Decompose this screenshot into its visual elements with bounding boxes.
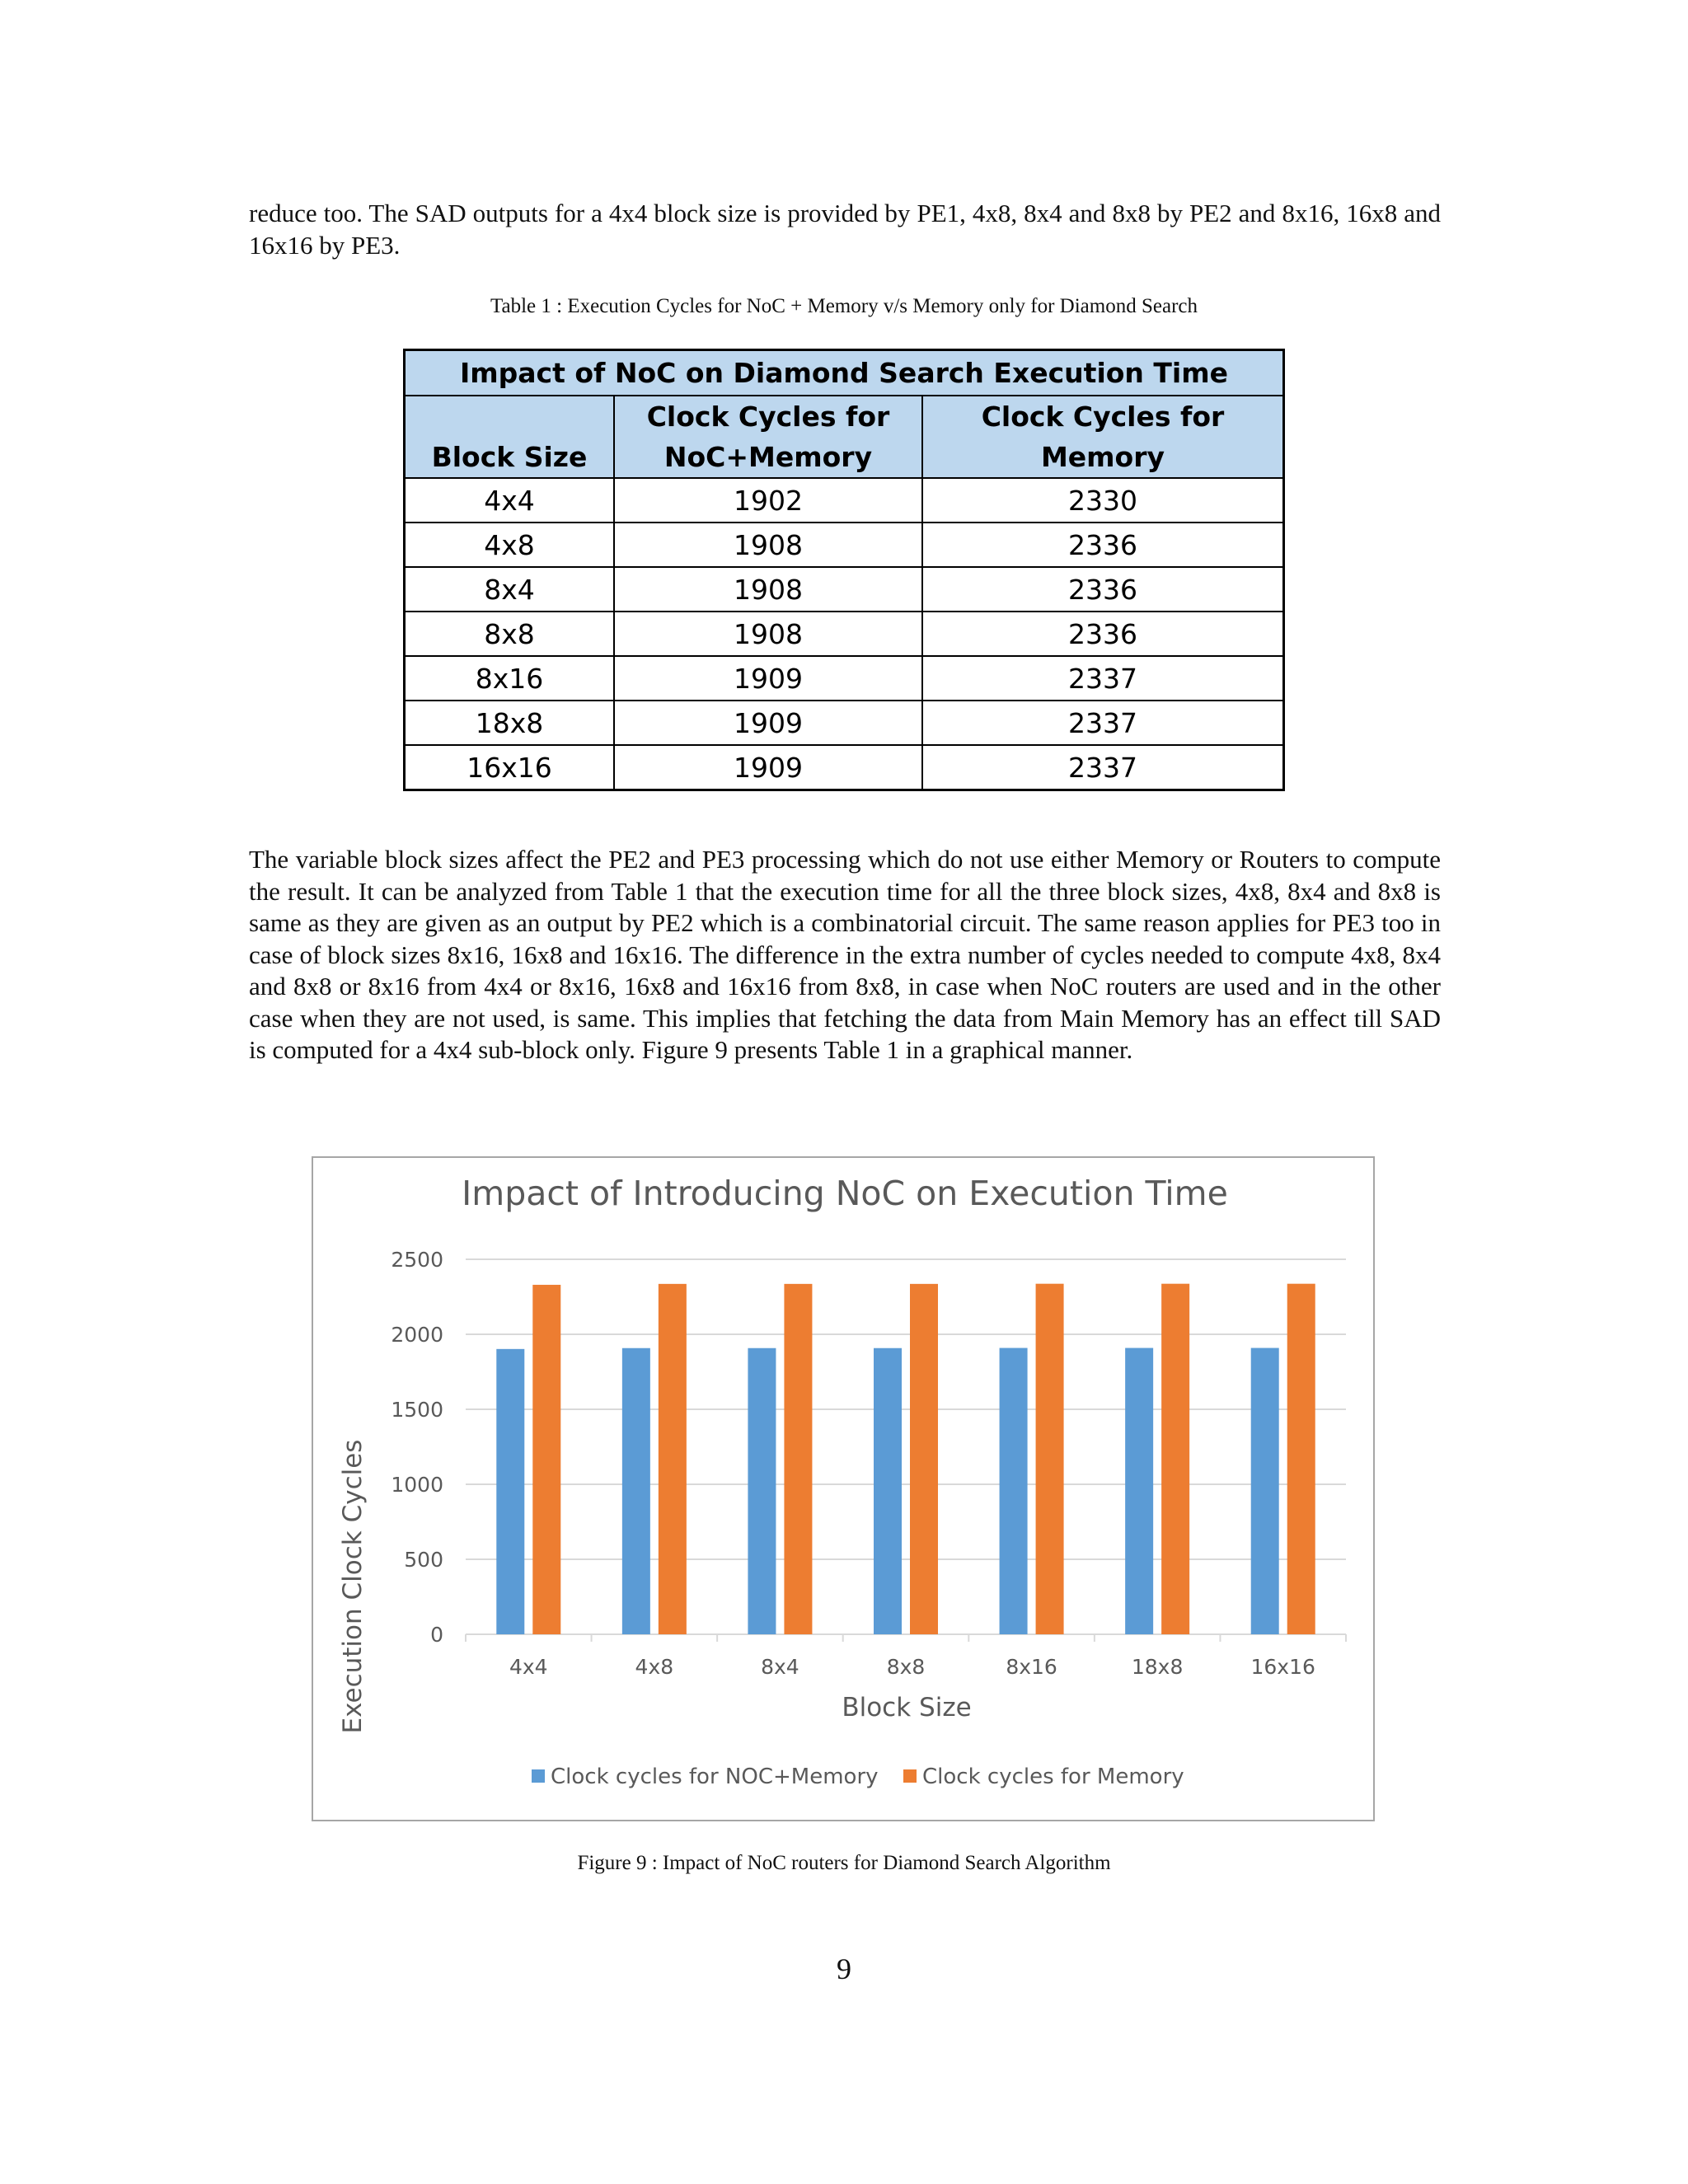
y-tick-label: 1500 bbox=[391, 1398, 443, 1422]
cell-noc-memory: 1908 bbox=[614, 567, 922, 612]
cell-memory: 2330 bbox=[922, 478, 1284, 523]
legend-swatch bbox=[532, 1769, 545, 1783]
cell-block-size: 4x8 bbox=[405, 523, 615, 567]
chart-title: Impact of Introducing NoC on Execution Time bbox=[462, 1174, 1228, 1213]
x-tick-label: 8x8 bbox=[886, 1655, 926, 1679]
chart-legend bbox=[532, 1765, 1184, 1789]
y-tick-label: 2000 bbox=[391, 1323, 443, 1347]
chart-x-axis-label: Block Size bbox=[842, 1693, 972, 1722]
table-row bbox=[405, 745, 1284, 790]
bar-noc-memory-8x4 bbox=[748, 1348, 776, 1634]
chart-x-ticks bbox=[466, 1634, 1346, 1679]
x-tick-label: 4x4 bbox=[509, 1655, 548, 1679]
cell-memory: 2336 bbox=[922, 523, 1284, 567]
cell-noc-memory: 1908 bbox=[614, 612, 922, 656]
table-row bbox=[405, 701, 1284, 745]
chart-bars bbox=[496, 1284, 1315, 1634]
y-tick-label: 500 bbox=[404, 1548, 443, 1572]
cell-noc-memory: 1902 bbox=[614, 478, 922, 523]
x-tick-label: 8x4 bbox=[761, 1655, 799, 1679]
cell-memory: 2337 bbox=[922, 656, 1284, 701]
cell-memory: 2336 bbox=[922, 612, 1284, 656]
header-block-size: Block Size bbox=[405, 396, 615, 478]
table-caption: Table 1 : Execution Cycles for NoC + Memory v/s Memory only for Diamond Search bbox=[490, 295, 1198, 317]
x-tick-label: 16x16 bbox=[1250, 1655, 1315, 1679]
cell-block-size: 16x16 bbox=[405, 745, 615, 790]
execution-cycles-table bbox=[403, 349, 1285, 791]
legend-swatch bbox=[903, 1769, 917, 1783]
bar-noc-memory-18x8 bbox=[1125, 1348, 1153, 1634]
bar-memory-4x8 bbox=[659, 1284, 687, 1634]
cell-noc-memory: 1909 bbox=[614, 656, 922, 701]
bar-noc-memory-8x8 bbox=[874, 1348, 902, 1634]
x-tick-label: 18x8 bbox=[1131, 1655, 1184, 1679]
cell-block-size: 4x4 bbox=[405, 478, 615, 523]
cell-block-size: 8x8 bbox=[405, 612, 615, 656]
paragraph-analysis: The variable block sizes affect the PE2 and PE3 processing which do not use either Memory or Routers to compute the result. It can be analyzed from Table 1 that the execution time for all the three block sizes, 4x8, 8x4 and 8x8 is same as they are given as an output by PE2 which is a combinatorial circuit. The same reason applies for PE3 too in case of block sizes 8x16, 16x8 and 16x16. The difference in the extra number of cycles needed to compute 4x8, 8x4 and 8x8 or 8x16 from 4x4 or 8x16, 16x8 and 16x16 from 8x8, in case when NoC routers are used and in the other case when they are not used, is same. This implies that fetching the data from Main Memory has an effect till SAD is computed for a 4x4 sub-block only. Figure 9 presents Table 1 in a graphical manner. bbox=[249, 845, 1441, 1064]
chart-gridlines bbox=[466, 1259, 1346, 1634]
table-row bbox=[405, 478, 1284, 523]
y-tick-label: 2500 bbox=[391, 1248, 443, 1272]
bar-memory-16x16 bbox=[1287, 1284, 1315, 1634]
cell-noc-memory: 1909 bbox=[614, 745, 922, 790]
cell-memory: 2336 bbox=[922, 567, 1284, 612]
table-row bbox=[405, 567, 1284, 612]
bar-memory-4x4 bbox=[532, 1285, 560, 1634]
bar-chart bbox=[313, 1158, 1376, 1823]
bar-noc-memory-4x4 bbox=[496, 1349, 524, 1634]
table-row bbox=[405, 523, 1284, 567]
bar-memory-8x4 bbox=[784, 1284, 812, 1634]
paragraph-intro: reduce too. The SAD outputs for a 4x4 block size is provided by PE1, 4x8, 8x4 and 8x8 by PE2 and 8x16, 16x8 and 16x16 by PE3. bbox=[249, 199, 1441, 260]
chart-container bbox=[312, 1156, 1375, 1821]
figure-caption: Figure 9 : Impact of NoC routers for Diamond Search Algorithm bbox=[577, 1852, 1111, 1874]
x-tick-label: 4x8 bbox=[635, 1655, 674, 1679]
bar-memory-18x8 bbox=[1161, 1284, 1189, 1634]
cell-memory: 2337 bbox=[922, 745, 1284, 790]
cell-noc-memory: 1909 bbox=[614, 701, 922, 745]
bar-memory-8x16 bbox=[1036, 1284, 1064, 1634]
bar-noc-memory-8x16 bbox=[1000, 1348, 1028, 1634]
table-row bbox=[405, 656, 1284, 701]
y-tick-label: 1000 bbox=[391, 1473, 443, 1497]
cell-noc-memory: 1908 bbox=[614, 523, 922, 567]
legend-label: Clock cycles for Memory bbox=[922, 1765, 1184, 1789]
page-number: 9 bbox=[837, 1952, 851, 1985]
bar-noc-memory-16x16 bbox=[1251, 1348, 1279, 1634]
bar-noc-memory-4x8 bbox=[622, 1348, 650, 1634]
header-memory: Clock Cycles for Memory bbox=[922, 396, 1284, 478]
cell-block-size: 8x4 bbox=[405, 567, 615, 612]
cell-block-size: 18x8 bbox=[405, 701, 615, 745]
chart-y-ticks bbox=[391, 1248, 443, 1647]
header-noc-memory: Clock Cycles for NoC+Memory bbox=[614, 396, 922, 478]
legend-label: Clock cycles for NOC+Memory bbox=[551, 1765, 879, 1789]
bar-memory-8x8 bbox=[910, 1284, 938, 1634]
chart-y-axis-label: Execution Clock Cycles bbox=[338, 1439, 368, 1734]
y-tick-label: 0 bbox=[430, 1623, 443, 1647]
cell-memory: 2337 bbox=[922, 701, 1284, 745]
x-tick-label: 8x16 bbox=[1006, 1655, 1057, 1679]
cell-block-size: 8x16 bbox=[405, 656, 615, 701]
table-title: Impact of NoC on Diamond Search Execution Time bbox=[405, 350, 1284, 396]
table-row bbox=[405, 612, 1284, 656]
